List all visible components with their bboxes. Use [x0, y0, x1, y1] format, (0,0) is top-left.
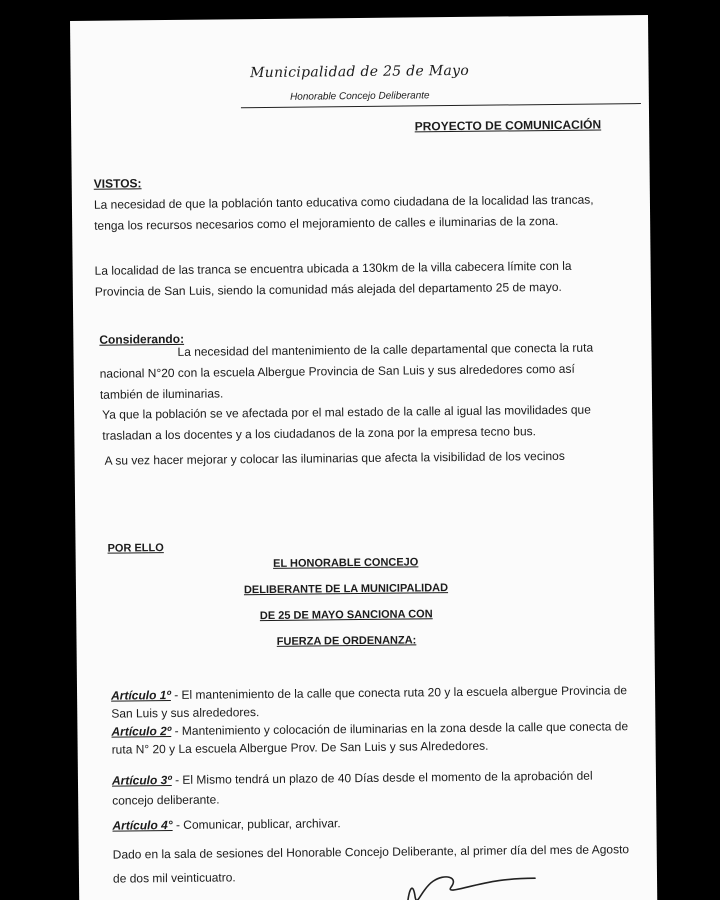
municipality-title: Municipalidad de 25 de Mayo: [250, 62, 470, 82]
considerando-paragraph-1: La necesidad del mantenimiento de la calle departamental que conecta la ruta nacional N°20 con la escuela Albergue Provincia de San Luis y sus alrededores como así también de iluminarias.: [99, 340, 594, 402]
articulo-3: [112, 765, 632, 810]
articulo-1: [111, 681, 631, 722]
articulo-4-label: Artículo 4°: [112, 817, 173, 833]
considerando-paragraph-3: A su vez hacer mejorar y colocar las iluminarias que afecta la visibilidad de los vecinos: [104, 448, 565, 468]
sanciona-line-4: FUERZA DE ORDENANZA:: [276, 634, 417, 648]
document-page: [70, 15, 657, 900]
articulo-4-text: - Comunicar, publicar, archivar.: [172, 816, 341, 832]
articulo-2: [111, 717, 631, 758]
sanciona-line-3: DE 25 DE MAYO SANCIONA CON: [259, 608, 433, 623]
sanciona-line-2: DELIBERANTE DE LA MUNICIPALIDAD: [243, 582, 449, 597]
considerando-heading: Considerando:: [99, 331, 185, 347]
articulo-1-label: Artículo 1º: [111, 688, 171, 703]
sanciona-line-1: EL HONORABLE CONCEJO: [273, 556, 419, 570]
articulo-2-text: - Mantenimiento y colocación de iluminarias en la zona desde la calle que conecta de ruta N° 20 y La escuela Albergue Prov. De San Luis y sus Alrededores.: [111, 719, 629, 757]
document-type-heading: PROYECTO DE COMUNICACIÓN: [414, 117, 602, 134]
articulo-2-label: Artículo 2º: [111, 724, 172, 739]
articulo-4: [112, 811, 632, 834]
articulo-3-label: Artículo 3º: [111, 773, 172, 788]
por-ello-heading: POR ELLO: [107, 542, 164, 555]
vistos-heading: VISTOS:: [93, 176, 142, 191]
council-subtitle: Honorable Concejo Deliberante: [290, 90, 430, 103]
vistos-paragraph-1: La necesidad de que la población tanto educativa como ciudadana de la localidad las trancas, tenga los recursos necesarios como el mejoramiento de calles e iluminarias de la zona.: [93, 192, 594, 233]
signature-mark: [399, 866, 539, 900]
considerando-paragraph-2: Ya que la población se ve afectada por el mal estado de la calle al igual las movilidades que trasladan a los docentes y a los ciudadanos de la zona por la empresa tecno bus.: [102, 402, 591, 443]
sanciona-block: [216, 549, 477, 656]
articulo-1-text: - El mantenimiento de la calle que conecta ruta 20 y la escuela albergue Provincia de San Luis y sus alrededores.: [111, 683, 628, 721]
vistos-paragraph-2: La localidad de las tranca se encuentra ubicada a 130km de la villa cabecera límite con la Provincia de San Luis, siendo la comunidad más alejada del departamento 25 de mayo.: [94, 258, 572, 299]
closing-paragraph: Dado en la sala de sesiones del Honorable Concejo Deliberante, al primer día del mes de Agosto de dos mil veinticuatro.: [112, 842, 630, 886]
articulo-3-text: - El Mismo tendrá un plazo de 40 Días desde el momento de la aprobación del concejo deliberante.: [112, 768, 593, 808]
